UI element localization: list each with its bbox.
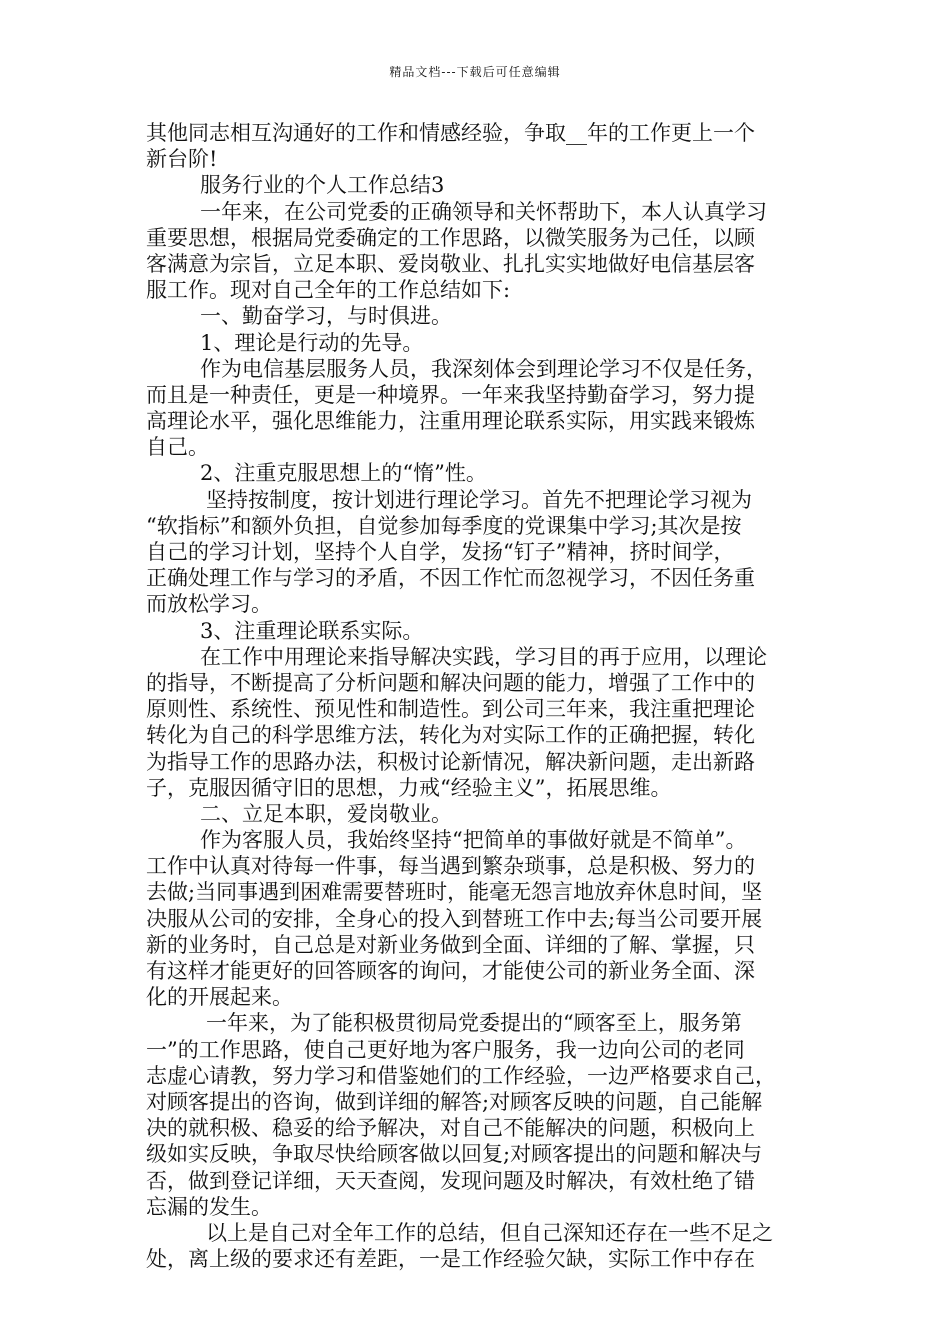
text-line: 而放松学习。	[146, 592, 272, 617]
text-line: 坚持按制度，按计划进行理论学习。首先不把理论学习视为	[206, 487, 752, 512]
text-line: 志虚心请教，努力学习和借鉴她们的工作经验，一边严格要求自己，	[146, 1063, 776, 1088]
text-line: 决的就积极、稳妥的给予解决，对自己不能解决的问题，积极向上	[146, 1116, 755, 1141]
text-line: 作为电信基层服务人员，我深刻体会到理论学习不仅是任务，	[200, 356, 767, 381]
text-line: 新台阶!	[146, 147, 218, 172]
section-title: 服务行业的个人工作总结3	[200, 173, 445, 198]
text-line: 化的开展起来。	[146, 985, 293, 1010]
heading-line: 1、理论是行动的先导。	[200, 330, 424, 355]
text-line: 一年来，为了能积极贯彻局党委提出的“顾客至上，服务第	[206, 1011, 742, 1036]
text-line: 转化为自己的科学思维方法，转化为对实际工作的正确把握，转化	[146, 723, 755, 748]
page-header: 精品文档---下载后可任意编辑	[389, 65, 561, 79]
text-line: 决服从公司的安排，全身心的投入到替班工作中去;每当公司要开展	[146, 906, 763, 931]
text-line: 自己。	[146, 435, 209, 460]
text-line: 子，克服因循守旧的思想，力戒“经验主义”，拓展思维。	[146, 775, 672, 800]
text-line: 正确处理工作与学习的矛盾，不因工作忙而忽视学习，不因任务重	[146, 566, 755, 591]
text-line: 作为客服人员，我始终坚持“把简单的事做好就是不简单”。	[200, 828, 747, 853]
text-line: 而且是一种责任，更是一种境界。一年来我坚持勤奋学习，努力提	[146, 382, 755, 407]
text-line: 否，做到登记详细，天天查阅，发现问题及时解决，有效杜绝了错	[146, 1168, 755, 1193]
text-line: 一”的工作思路，使自己更好地为客户服务，我一边向公司的老同	[146, 1037, 745, 1062]
text-line: 原则性、系统性、预见性和制造性。到公司三年来，我注重把理论	[146, 697, 755, 722]
text-line: 以上是自己对全年工作的总结，但自己深知还存在一些不足之	[206, 1220, 773, 1245]
text-line: 高理论水平，强化思维能力，注重用理论联系实际，用实践来锻炼	[146, 409, 755, 434]
text-line: 为指导工作的思路办法，积极讨论新情况，解决新问题，走出新路	[146, 749, 755, 774]
text-line: 客满意为宗旨，立足本职、爱岗敬业、扎扎实实地做好电信基层客	[146, 251, 755, 276]
text-line: 处，离上级的要求还有差距，一是工作经验欠缺，实际工作中存在	[146, 1247, 755, 1272]
text-line: 自己的学习计划，坚持个人自学，发扬“钉子”精神，挤时间学，	[146, 540, 735, 564]
heading-line: 3、注重理论联系实际。	[200, 618, 424, 643]
text-line: 忘漏的发生。	[146, 1194, 272, 1219]
text-line: 其他同志相互沟通好的工作和情感经验，争取__年的工作更上一个	[146, 121, 755, 145]
heading-line: 2、注重克服思想上的“惰”性。	[200, 461, 487, 486]
text-line: 一年来，在公司党委的正确领导和关怀帮助下，本人认真学习	[200, 199, 767, 224]
heading-line: 二、立足本职，爱岗敬业。	[200, 801, 452, 826]
text-line: 的指导，不断提高了分析问题和解决问题的能力，增强了工作中的	[146, 670, 755, 695]
text-line: 重要思想，根据局党委确定的工作思路，以微笑服务为己任，以顾	[146, 225, 755, 250]
text-line: 新的业务时，自己总是对新业务做到全面、详细的了解、掌握，只	[146, 932, 755, 957]
document-body	[146, 120, 814, 1272]
heading-line: 一、勤奋学习，与时俱进。	[200, 304, 452, 329]
text-line: “软指标”和额外负担，自觉参加每季度的党课集中学习;其次是按	[146, 513, 742, 538]
text-line: 去做;当同事遇到困难需要替班时，能毫无怨言地放弃休息时间，坚	[146, 880, 763, 905]
text-line: 工作中认真对待每一件事，每当遇到繁杂琐事，总是积极、努力的	[146, 854, 755, 879]
text-line: 有这样才能更好的回答顾客的询问，才能使公司的新业务全面、深	[146, 959, 755, 983]
text-line: 在工作中用理论来指导解决实践，学习目的再于应用，以理论	[200, 644, 767, 669]
text-line: 对顾客提出的咨询，做到详细的解答;对顾客反映的问题，自己能解	[146, 1089, 763, 1114]
text-line: 服工作。现对自己全年的工作总结如下:	[146, 278, 511, 303]
text-line: 级如实反映，争取尽快给顾客做以回复;对顾客提出的问题和解决与	[146, 1142, 763, 1167]
